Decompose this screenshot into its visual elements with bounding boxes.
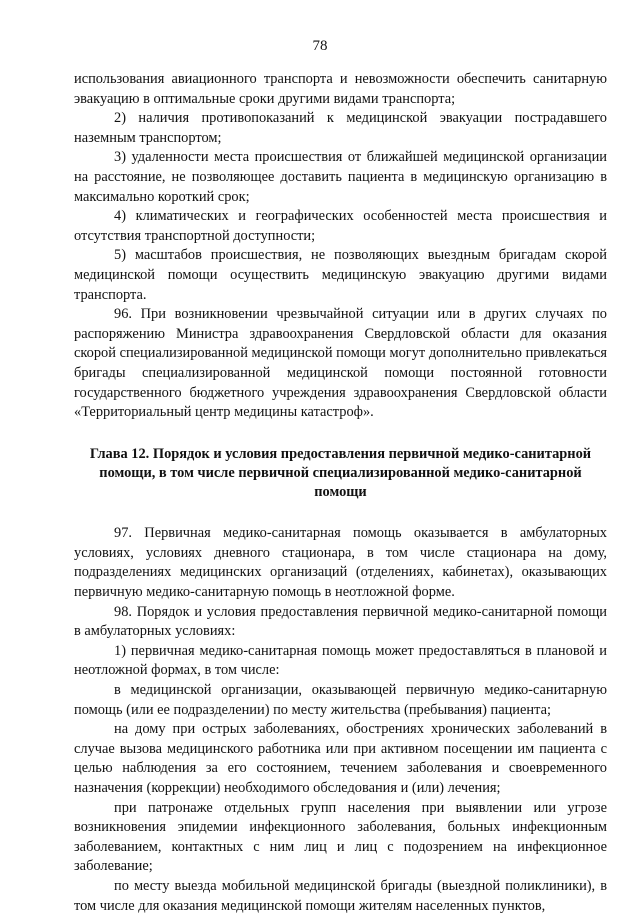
chapter-heading: Глава 12. Порядок и условия предоставления первичной медико-санитарной помощи, в том числе первичной специализированной медико-санитарной помощи [89,445,592,501]
paragraph-97: 97. Первичная медико-санитарная помощь оказывается в амбулаторных условиях, условиях дневного стационара, в том числе стационара на дому, подразделениях медицинских организаций (отделениях, кабинетах), оказывающих первичную медико-санитарную помощь в неотложной форме. [74,525,607,601]
paragraph-item-2: 2) наличия противопоказаний к медицинской эвакуации пострадавшего наземным транспортом; [74,110,607,146]
paragraph-item-5: 5) масштабов происшествия, не позволяющих выездным бригадам скорой медицинской помощи осуществить медицинскую эвакуацию другими видами транспорта. [74,247,607,303]
paragraph-home-visit: на дому при острых заболеваниях, обострениях хронических заболеваний в случае вызова медицинского работника или при активном посещении им пациента с целью наблюдения за его состоянием, течением заболевания и своевременного назначения (коррекции) необходимого обследования и (или) лечения; [74,721,607,797]
paragraph-patronage: при патронаже отдельных групп населения при выявлении или угрозе возникновения эпидемии инфекционного заболевания, больных инфекционным заболеванием, контактных с ним лиц и лиц с подозрением на инфекционное заболевание; [74,799,607,875]
paragraph-98: 98. Порядок и условия предоставления первичной медико-санитарной помощи в амбулаторных условиях: [74,603,607,640]
document-body [74,70,607,916]
paragraph-item-4: 4) климатических и географических особенностей места происшествия и отсутствия транспортной доступности; [74,208,607,244]
paragraph-item-3: 3) удаленности места происшествия от ближайшей медицинской организации на расстояние, не позволяющее доставить пациента в медицинскую организацию в максимально короткий срок; [74,149,607,205]
paragraph-98-item-1: 1) первичная медико-санитарная помощь может предоставляться в плановой и неотложной формах, в том числе: [74,642,607,679]
paragraph-96: 96. При возникновении чрезвычайной ситуации или в других случаях по распоряжению Министра здравоохранения Свердловской области для оказания скорой специализированной медицинской помощи могут дополнительно привлекаться бригады специализированной медицинской помощи постоянной готовности государственного бюджетного учреждения здравоохранения Свердловской области «Территориальный центр медицины катастроф». [74,306,607,421]
paragraph-continuation: использования авиационного транспорта и невозможности обеспечить санитарную эвакуацию в оптимальные сроки другими видами транспорта; [74,71,607,107]
page-number: 78 [312,38,328,54]
paragraph-medical-org: в медицинской организации, оказывающей первичную медико-санитарную помощь (или ее подразделении) по месту жительства (пребывания) пациента; [74,682,607,718]
paragraph-mobile-brigade: по месту выезда мобильной медицинской бригады (выездной поликлиники), в том числе для оказания медицинской помощи жителям населенных пунктов, [74,877,607,914]
